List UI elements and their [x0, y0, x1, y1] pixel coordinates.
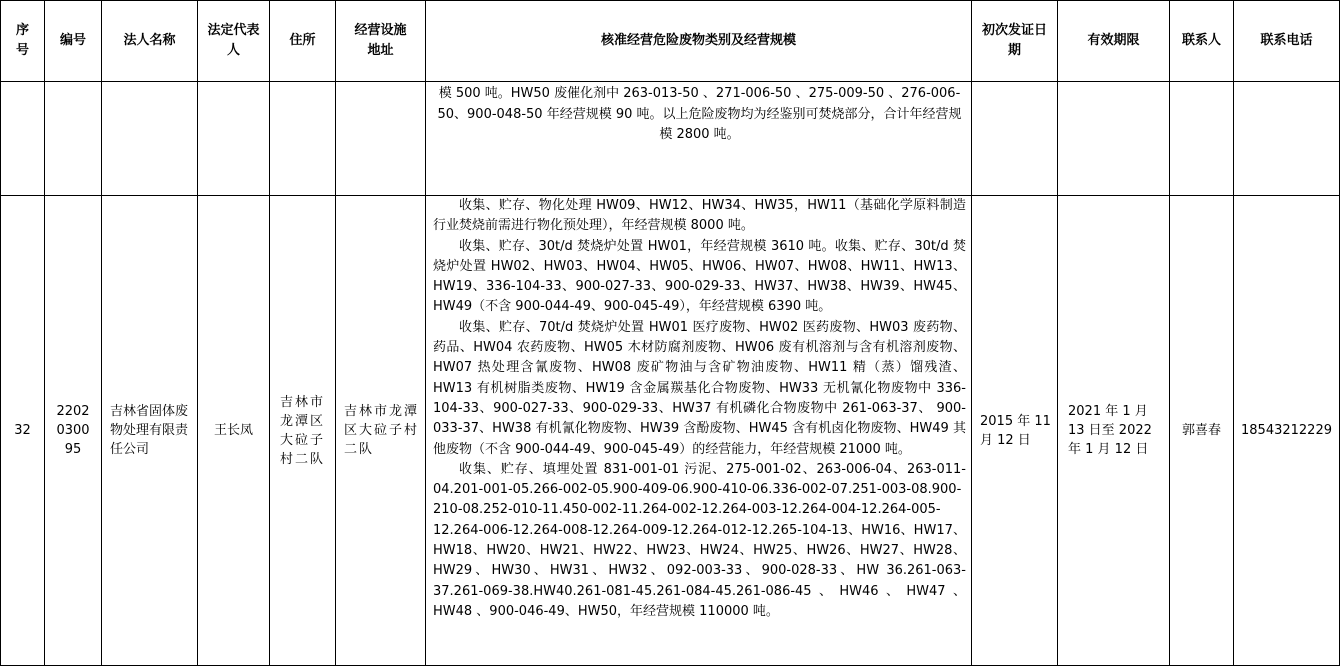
header-contact: 联系人 — [1170, 1, 1234, 82]
row-seq: 32 — [1, 196, 45, 666]
continuation-validity-cell — [1058, 82, 1170, 196]
row-rep: 王长凤 — [198, 196, 270, 666]
scope-paragraph-4: 收集、贮存、填埋处置 831-001-01 污泥、275-001-02、263-006-04、263-011-04.201-001-05.266-002-05.900-409-06.900-410-06.336-002-07.251-003-08.900-210-08.252-010-11.450-002-11.264-002-12.264-003-12.264-004-12.264-005-12.264-006-12.264-008-12.264-009-12.264-012-12.265-104-13、HW16、HW17、HW18、HW20、HW21、HW22、HW23、HW24、HW25、HW26、HW27、HW28、HW29、HW30、HW31、HW32、092-003-33、900-028-33、HW 36.261-063-37.261-069-38.HW40.261-081-45.261-084-45.261-086-45、HW46、HW47、HW48 、900-046-49、HW50，年经营规模 110000 吨。 — [433, 461, 966, 619]
header-phone: 联系电话 — [1234, 1, 1340, 82]
continuation-seq-cell — [1, 82, 45, 196]
row-company: 吉林省固体废物处理有限责任公司 — [102, 196, 198, 666]
continuation-rep-cell — [198, 82, 270, 196]
header-first-issue: 初次发证日期 — [972, 1, 1058, 82]
continuation-phone-cell — [1234, 82, 1340, 196]
header-validity: 有效期限 — [1058, 1, 1170, 82]
continuation-contact-cell — [1170, 82, 1234, 196]
row-contact: 郭喜春 — [1170, 196, 1234, 666]
header-seq: 序号 — [1, 1, 45, 82]
scope-paragraph-1: 收集、贮存、物化处理 HW09、HW12、HW34、HW35，HW11（基础化学原料制造行业焚烧前需进行物化预处理），年经营规模 8000 吨。 — [433, 198, 966, 234]
header-address: 住所 — [270, 1, 336, 82]
row-phone: 18543212229 — [1234, 196, 1340, 666]
header-code: 编号 — [45, 1, 102, 82]
table-row — [1, 196, 1340, 666]
row-facility: 吉林市龙潭区大砬子村二队 — [336, 196, 426, 666]
continuation-first-issue-cell — [972, 82, 1058, 196]
header-scope: 核准经营危险废物类别及经营规模 — [426, 1, 972, 82]
row-address: 吉林市龙潭区大砬子村二队 — [270, 196, 336, 666]
row-code: 2202030095 — [45, 196, 102, 666]
row-validity: 2021 年 1 月 13 日至 2022 年 1 月 12 日 — [1058, 196, 1170, 666]
continuation-code-cell — [45, 82, 102, 196]
header-company: 法人名称 — [102, 1, 198, 82]
header-row — [1, 1, 1340, 82]
header-facility: 经营设施地址 — [336, 1, 426, 82]
header-rep: 法定代表人 — [198, 1, 270, 82]
table-row — [1, 82, 1340, 196]
scope-paragraph-3: 收集、贮存、70t/d 焚烧炉处置 HW01 医疗废物、HW02 医药废物、HW03 废药物、药品、HW04 农药废物、HW05 木材防腐剂废物、HW06 废有机溶剂与含有机溶剂废物、HW07 热处理含氰废物、HW08 废矿物油与含矿物油废物、HW11 精（蒸）馏残渣、HW13 有机树脂类废物、HW19 含金属羰基化合物废物、HW33 无机氰化物废物中 336-104-33、900-027-33、900-029-33、HW37 有机磷化合物废物中 261-063-37、 900-033-37、HW38 有机氰化物废物、HW39 含酚废物、HW45 含有机卤化物废物、HW49 其他废物（不含 900-044-49、900-045-49）的经营能力，年经营规模 21000 吨。 — [433, 319, 966, 457]
continuation-company-cell — [102, 82, 198, 196]
row-first-issue: 2015 年 11 月 12 日 — [972, 196, 1058, 666]
scope-paragraph-2: 收集、贮存、30t/d 焚烧炉处置 HW01，年经营规模 3610 吨。收集、贮存、30t/d 焚烧炉处置 HW02、HW03、HW04、HW05、HW06、HW07、HW08、HW11、HW13、HW19、336-104-33、900-027-33、900-029-33、HW37、HW38、HW39、HW45、HW49（不含 900-044-49、900-045-49），年经营规模 6390 吨。 — [433, 238, 966, 315]
continuation-scope-cell: 模 500 吨。HW50 废催化剂中 263-013-50 、271-006-50 、275-009-50 、276-006-50、900-048-50 年经营规模 90 吨。以上危险废物均为经鉴别可焚烧部分，合计年经营规模 2800 吨。 — [426, 82, 972, 196]
continuation-address-cell — [270, 82, 336, 196]
row-scope — [426, 196, 972, 666]
continuation-facility-cell — [336, 82, 426, 196]
